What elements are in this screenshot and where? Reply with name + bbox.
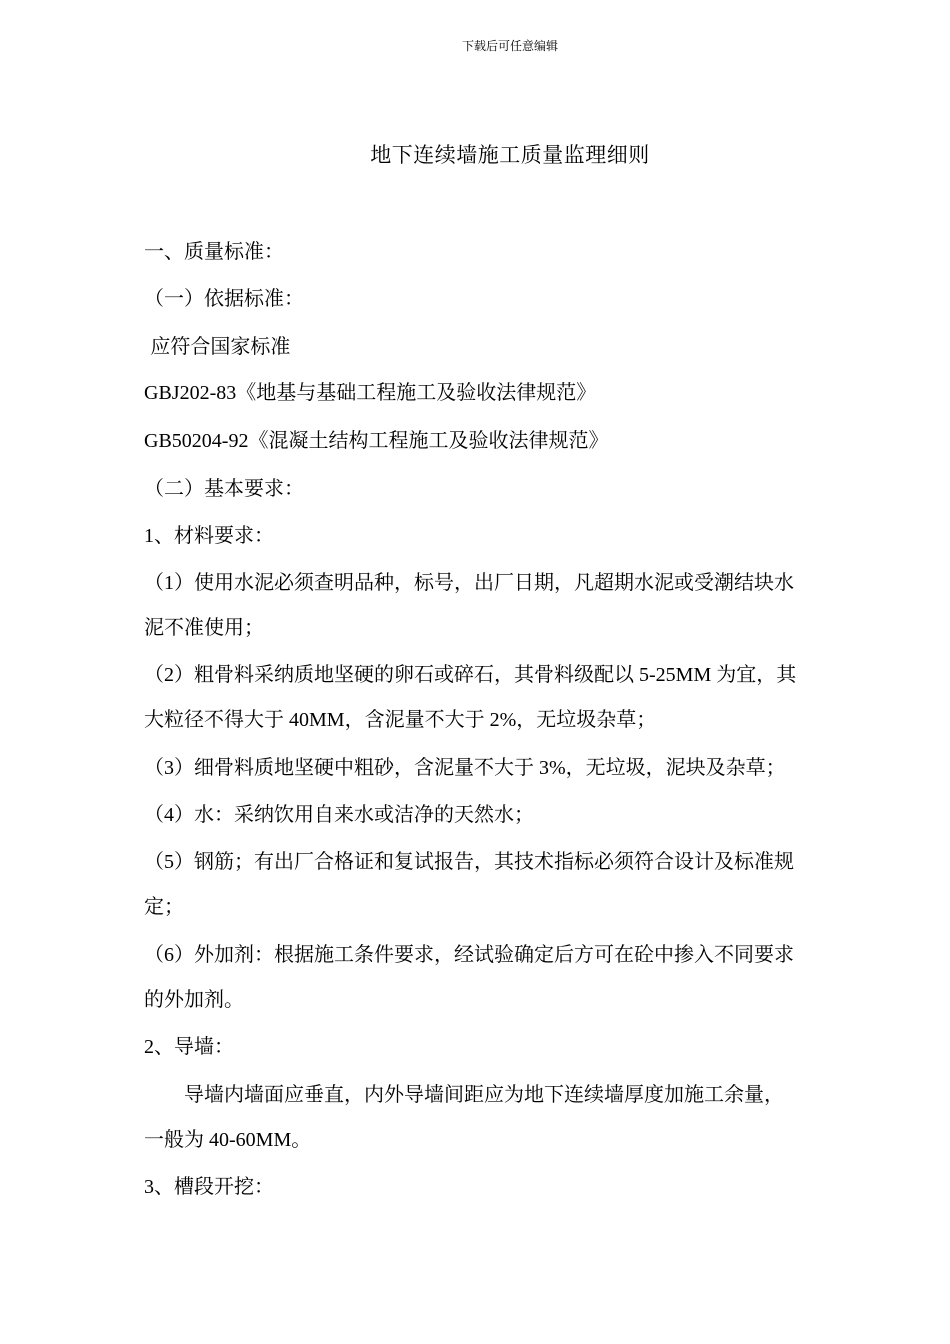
material-item-3: （3）细骨料质地坚硬中粗砂，含泥量不大于 3%，无垃圾，泥块及杂草； — [144, 757, 786, 779]
material-item-6-line-1: （6）外加剂：根据施工条件要求，经试验确定后方可在砼中掺入不同要求 — [144, 944, 794, 966]
paragraph-national-standard: 应符合国家标准 — [144, 334, 291, 358]
subsection-heading-basis-standard: （一）依据标准： — [144, 286, 304, 310]
material-item-4: （4）水：采纳饮用自来水或洁净的天然水； — [144, 804, 534, 826]
material-item-5-line-1: （5）钢筋；有出厂合格证和复试报告，其技术指标必须符合设计及标准规 — [144, 851, 794, 873]
item-heading-materials: 1、材料要求： — [144, 525, 274, 547]
item-heading-guide-wall: 2、导墙： — [144, 1036, 234, 1058]
subsection-heading-basic-requirements: （二）基本要求： — [144, 476, 304, 500]
guide-wall-paragraph-line-1: 导墙内墙面应垂直，内外导墙间距应为地下连续墙厚度加施工余量， — [144, 1084, 784, 1106]
material-item-1-line-2: 泥不准使用； — [144, 617, 264, 639]
standard-reference-gbj202: GBJ202-83《地基与基础工程施工及验收法律规范》 — [144, 382, 597, 404]
material-item-2-line-1: （2）粗骨料采纳质地坚硬的卵石或碎石，其骨料级配以 5-25MM 为宜，其 — [144, 664, 797, 686]
page-header-note: 下载后可任意编辑 — [461, 39, 558, 53]
material-item-5-line-2: 定； — [144, 896, 184, 918]
standard-reference-gb50204: GB50204-92《混凝土结构工程施工及验收法律规范》 — [144, 430, 609, 452]
document-title: 地下连续墙施工质量监理细则 — [370, 143, 650, 167]
item-heading-trench-excavation: 3、槽段开挖： — [144, 1176, 274, 1198]
material-item-2-line-2: 大粒径不得大于 40MM，含泥量不大于 2%，无垃圾杂草； — [144, 709, 657, 731]
material-item-1-line-1: （1）使用水泥必须查明品种，标号，出厂日期，凡超期水泥或受潮结块水 — [144, 572, 794, 594]
section-heading-quality-standard: 一、质量标准： — [144, 239, 284, 263]
guide-wall-paragraph-line-2: 一般为 40-60MM。 — [144, 1129, 312, 1151]
material-item-6-line-2: 的外加剂。 — [144, 989, 244, 1011]
